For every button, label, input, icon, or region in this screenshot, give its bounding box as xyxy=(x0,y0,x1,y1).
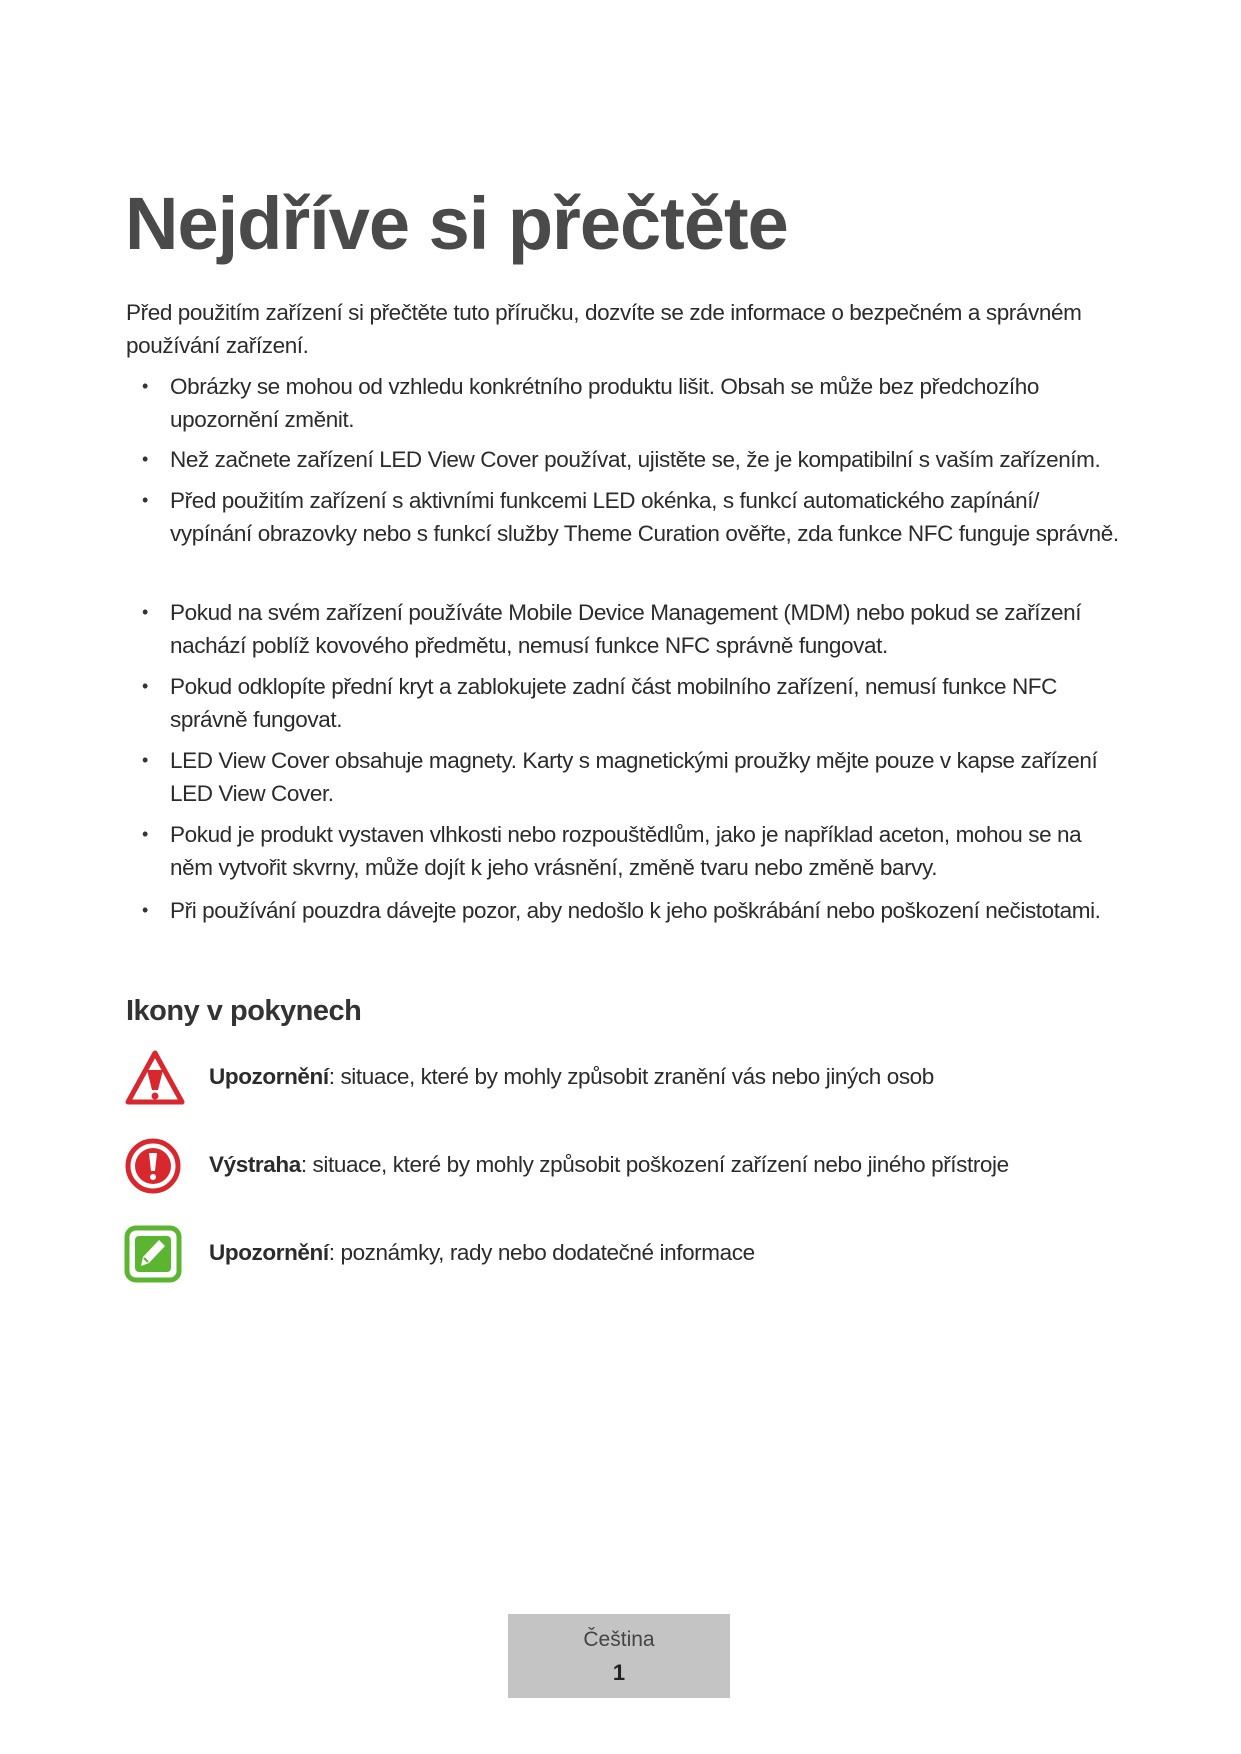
list-item-text: Obrázky se mohou od vzhledu konkrétního produktu lišit. Obsah se může bez předchozího upozornění změnit. xyxy=(170,374,1039,432)
list-item-text: Pokud odklopíte přední kryt a zablokujete zadní část mobilního zařízení, nemusí funkce NFC správně fungovat. xyxy=(170,674,1057,732)
list-item-text: Pokud na svém zařízení používáte Mobile Device Management (MDM) nebo pokud se zařízení nachází poblíž kovového předmětu, nemusí funkce NFC správně fungovat. xyxy=(170,600,1082,658)
list-item xyxy=(126,894,1126,927)
legend-term: Upozornění xyxy=(209,1064,329,1089)
legend-term: Výstraha xyxy=(209,1152,301,1177)
page-title: Nejdříve si přečtěte xyxy=(125,182,788,265)
footer-language: Čeština xyxy=(583,1628,655,1651)
list-item xyxy=(126,744,1126,810)
bullet-icon: • xyxy=(142,602,148,622)
list-item-text: Než začnete zařízení LED View Cover používat, ujistěte se, že je kompatibilní s vaším zařízením. xyxy=(170,447,1101,472)
legend-description: : situace, které by mohly způsobit zranění vás nebo jiných osob xyxy=(328,1064,934,1089)
list-item xyxy=(126,818,1126,884)
icon-legend-caution xyxy=(124,1136,1124,1196)
bullet-icon: • xyxy=(142,900,148,920)
list-item-text: Při používání pouzdra dávejte pozor, aby nedošlo k jeho poškrábání nebo poškození nečistotami. xyxy=(170,898,1101,923)
legend-term: Upozornění xyxy=(209,1240,329,1265)
list-item xyxy=(126,596,1126,662)
list-item-text: Pokud je produkt vystaven vlhkosti nebo rozpouštědlům, jako je například aceton, mohou se na něm vytvořit skvrny, může dojít k jeho vrásnění, změně tvaru nebo změně barvy. xyxy=(170,822,1082,880)
intro-paragraph: Před použitím zařízení si přečtěte tuto příručku, dozvíte se zde informace o bezpečném a správném používání zařízení. xyxy=(126,300,1082,358)
page-number: 1 xyxy=(612,1660,626,1685)
legend-description: : situace, které by mohly způsobit poškození zařízení nebo jiného přístroje xyxy=(300,1152,1009,1177)
bullet-icon: • xyxy=(142,376,148,396)
list-item-text: LED View Cover obsahuje magnety. Karty s magnetickými proužky mějte pouze v kapse zařízení LED View Cover. xyxy=(170,748,1098,806)
list-item-text: Před použitím zařízení s aktivními funkcemi LED okénka, s funkcí automatického zapínání/ vypínání obrazovky nebo s funkcí služby Theme Curation ověřte, zda funkce NFC funguje správně. xyxy=(170,488,1119,546)
bullet-icon: • xyxy=(142,824,148,844)
bullet-icon: • xyxy=(142,490,148,510)
bullet-icon: • xyxy=(142,449,148,469)
warning-triangle-icon xyxy=(124,1048,186,1108)
list-item xyxy=(126,370,1126,436)
icon-legend-note xyxy=(124,1224,1124,1284)
list-item xyxy=(126,443,1126,476)
section-title: Ikony v pokynech xyxy=(126,995,362,1027)
bullet-icon: • xyxy=(142,750,148,770)
list-item xyxy=(126,670,1126,736)
list-item xyxy=(126,484,1126,550)
note-pencil-icon xyxy=(124,1224,186,1284)
caution-circle-icon xyxy=(124,1136,186,1196)
page-footer xyxy=(508,1614,730,1698)
legend-description: : poznámky, rady nebo dodatečné informace xyxy=(328,1240,755,1265)
bullet-icon: • xyxy=(142,676,148,696)
icon-legend-warning xyxy=(124,1048,1124,1108)
